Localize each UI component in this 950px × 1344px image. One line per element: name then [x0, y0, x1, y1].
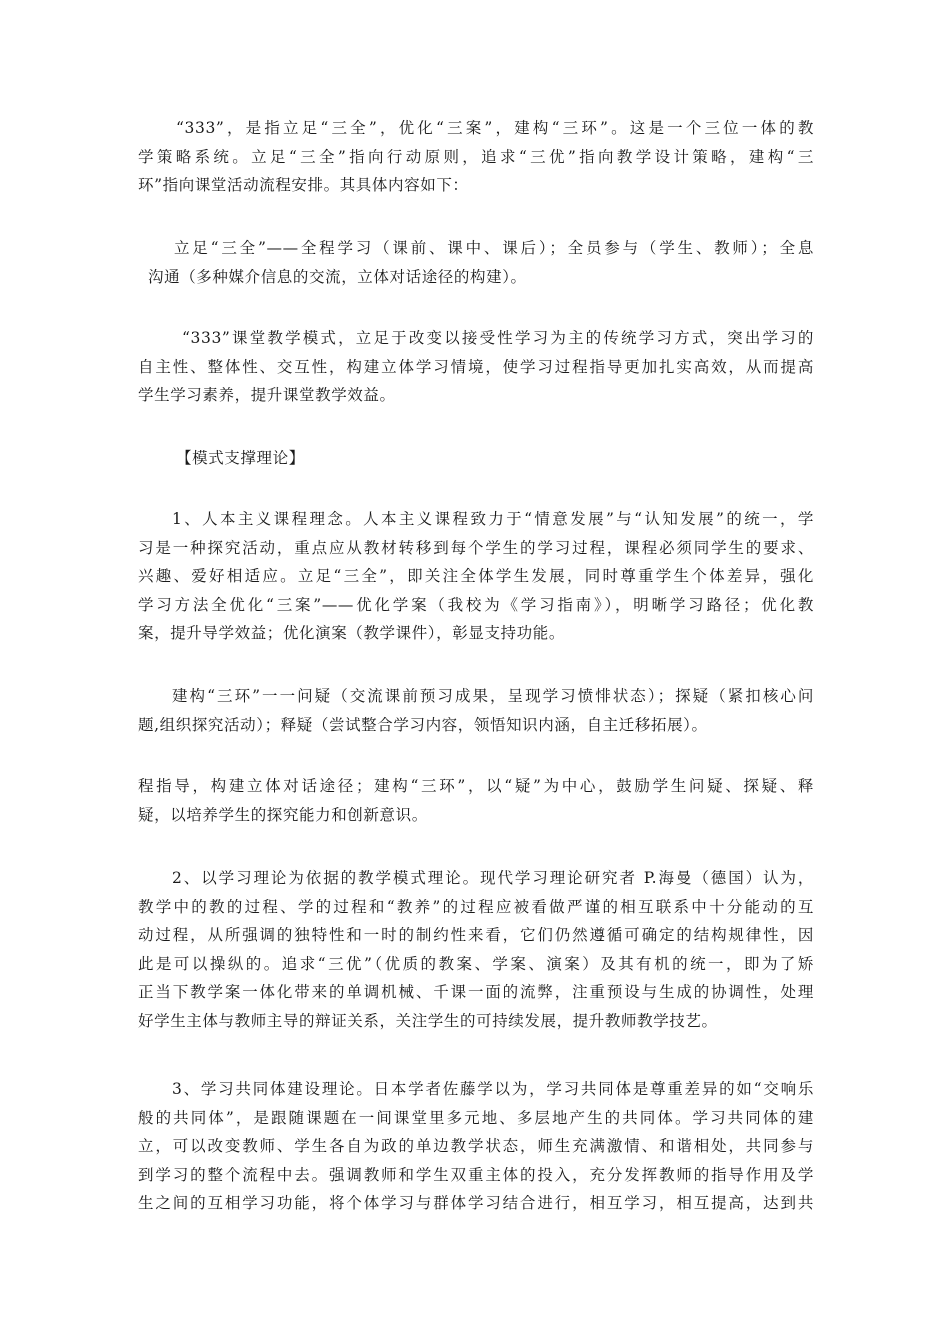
- text-line: 2、以学习理论为依据的教学模式理论。现代学习理论研究者 P.海曼（德国）认为，: [172, 869, 814, 887]
- text-line: 立足“三全”——全程学习（课前、课中、课后）；全员参与（学生、教师）；全息: [174, 239, 814, 257]
- text-line: 兴趣、爱好相适应。立足“三全”，即关注全体学生发展，同时尊重学生个体差异，强化: [138, 567, 814, 585]
- paragraph-theory-3: [138, 1075, 814, 1218]
- paragraph-theory-1: [138, 505, 814, 648]
- paragraph-intro: [138, 114, 814, 200]
- paragraph-three-all: [138, 234, 814, 291]
- text-line: 到学习的整个流程中去。强调教师和学生双重主体的投入，充分发挥教师的指导作用及学: [138, 1165, 814, 1184]
- paragraph-guidance: [138, 772, 814, 829]
- text-line: 立，可以改变教师、学生各自为政的单边教学状态，师生充满激情、和谐相处，共同参与: [138, 1137, 814, 1155]
- text-line: 疑，以培养学生的探究能力和创新意识。: [138, 805, 428, 824]
- text-line: 学习方法全优化“三案”——优化学案（我校为《学习指南》），明晰学习路径；优化教: [138, 595, 814, 614]
- text-line: “333”，是指立足“三全”，优化“三案”，建构“三环”。这是一个三位一体的教: [176, 119, 814, 137]
- text-line: 程指导，构建立体对话途径；建构“三环”，以“疑”为中心，鼓励学生问疑、探疑、释: [138, 777, 814, 795]
- text-line: “333”课堂教学模式，立足于改变以接受性学习为主的传统学习方式，突出学习的: [182, 329, 814, 347]
- text-line: 好学生主体与教师主导的辩证关系，关注学生的可持续发展，提升教师教学技艺。: [138, 1011, 718, 1030]
- section-heading: [138, 444, 814, 473]
- text-line: 习是一种探究活动，重点应从教材转移到每个学生的学习过程，课程必须同学生的要求、: [138, 538, 814, 557]
- text-line: 案，提升导学效益；优化演案（教学课件），彰显支持功能。: [138, 624, 565, 642]
- paragraph-three-rings: [138, 682, 814, 739]
- text-line: 此是可以操纵的。追求“三优”（优质的教案、学案、演案）及其有机的统一，即为了矫: [138, 954, 814, 973]
- text-line: 1、人本主义课程理念。人本主义课程致力于“情意发展”与“认知发展”的统一，学: [172, 510, 814, 528]
- heading-text: 【模式支撑理论】: [176, 449, 305, 467]
- text-line: 学生学习素养，提升课堂教学效益。: [138, 386, 396, 404]
- text-line: 正当下教学案一体化带来的单调机械、千课一面的流弊，注重预设与生成的协调性，处理: [138, 983, 814, 1001]
- text-line: 生之间的互相学习功能，将个体学习与群体学习结合进行，相互学习，相互提高，达到共: [138, 1194, 814, 1212]
- text-line: 沟通（多种媒介信息的交流，立体对话途径的构建）。: [148, 267, 527, 286]
- text-line: 题,组织探究活动）；释疑（尝试整合学习内容，领悟知识内涵，自主迁移拓展）。: [138, 715, 708, 734]
- text-line: 自主性、整体性、交互性，构建立体学习情境，使学习过程指导更加扎实高效，从而提高: [138, 357, 814, 376]
- text-line: 动过程，从所强调的独特性和一时的制约性来看，它们仍然遵循可确定的结构规律性，因: [138, 926, 814, 944]
- paragraph-theory-2: [138, 864, 814, 1035]
- text-line: 教学中的教的过程、学的过程和“教养”的过程应被看做严谨的相互联系中十分能动的互: [138, 897, 814, 916]
- paragraph-model-description: [138, 324, 814, 410]
- text-line: 3、学习共同体建设理论。日本学者佐藤学以为，学习共同体是尊重差异的如“交响乐: [172, 1080, 814, 1098]
- text-line: 般的共同体”，是跟随课题在一间课堂里多元地、多层地产生的共同体。学习共同体的建: [138, 1108, 814, 1127]
- text-line: 学策略系统。立足“三全”指向行动原则，追求“三优”指向教学设计策略，建构“三: [138, 147, 814, 166]
- text-line: 环”指向课堂活动流程安排。其具体内容如下：: [138, 176, 469, 194]
- text-line: 建构“三环”一一问疑（交流课前预习成果，呈现学习愤悱状态）；探疑（紧扣核心问: [172, 687, 814, 705]
